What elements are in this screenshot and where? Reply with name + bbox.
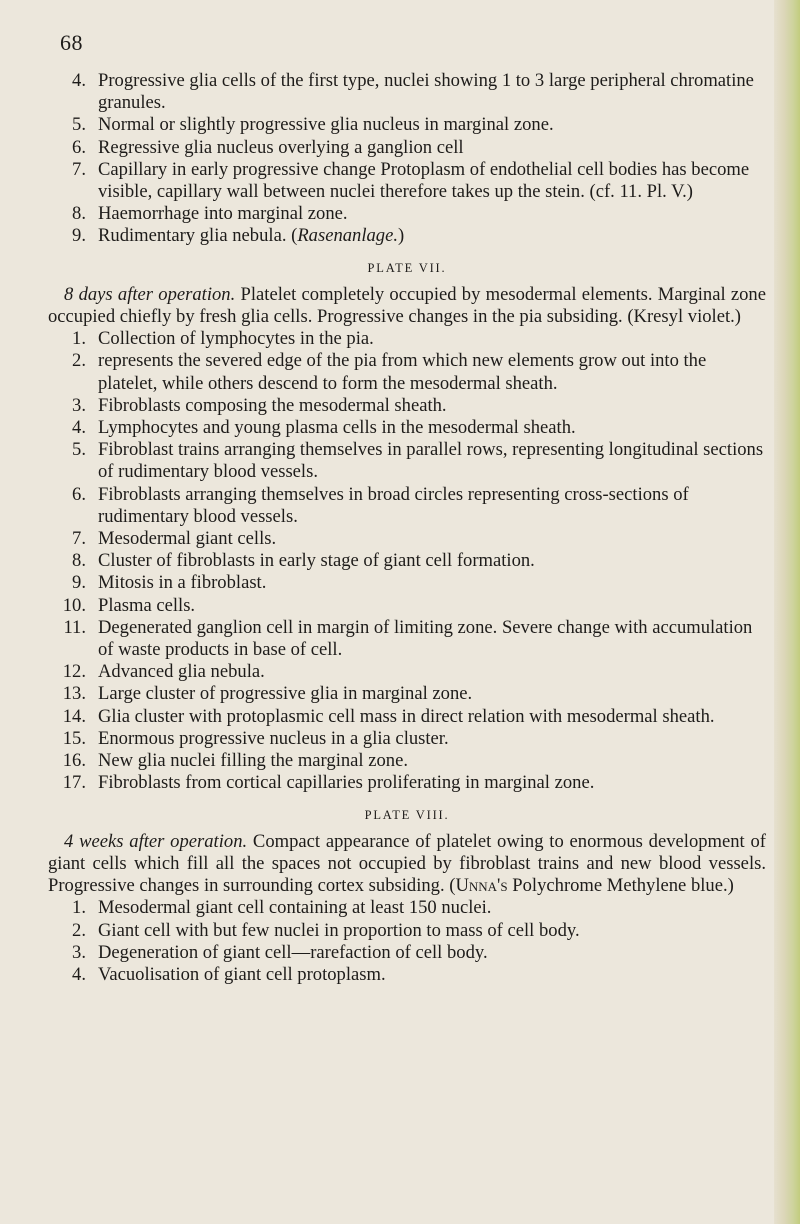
list-item <box>48 395 766 417</box>
plate8-intro-smallcaps: Unna's <box>455 875 508 897</box>
list-item <box>48 572 766 594</box>
plate7-intro-italic: 8 days after operation. <box>64 283 236 305</box>
item-number: 12. <box>62 661 86 683</box>
item-number: 1. <box>72 328 86 350</box>
list-item <box>48 617 766 661</box>
item-number: 9. <box>72 225 86 247</box>
item-number: 4. <box>72 70 86 91</box>
list-item <box>48 114 766 136</box>
list-item <box>48 750 766 772</box>
plate8-intro-end: Polychrome Methylene blue.) <box>507 875 734 897</box>
item-number: 16. <box>62 750 86 772</box>
plate7-intro-text: Platelet completely occupied by mesodermal elements. Marginal zone occupied chiefly by fresh glia cells. Progressive changes in the pia subsiding. (Kresyl violet.) <box>48 283 766 328</box>
item-text: Degenerated ganglion cell in margin of limiting zone. Severe change with accumulation of waste products in base of cell. <box>98 616 753 661</box>
list-item <box>48 484 766 528</box>
item-text: Collection of lymphocytes in the pia. <box>98 328 374 350</box>
item-number: 14. <box>62 705 86 727</box>
item-text: Cluster of fibroblasts in early stage of giant cell formation. <box>98 550 535 572</box>
item-text: Vacuolisation of giant cell protoplasm. <box>98 963 386 985</box>
item-text: Mitosis in a fibroblast. <box>98 572 267 594</box>
item-text-italic: Rasenanlage. <box>297 225 399 247</box>
item-text: Fibroblast trains arranging themselves in parallel rows, representing longitudinal sections of rudimentary blood vessels. <box>98 439 764 483</box>
page-number: 68 <box>60 30 83 55</box>
item-text: Capillary in early progressive change Protoplasm of endothelial cell bodies has become visible, capillary wall between nuclei therefore takes up the stein. (cf. 11. Pl. V.) <box>98 158 750 203</box>
list-item <box>48 897 766 919</box>
list-item <box>48 225 766 247</box>
item-number: 15. <box>62 727 86 749</box>
item-text: Enormous progressive nucleus in a glia cluster. <box>98 727 449 749</box>
list-item <box>48 595 766 617</box>
list-item <box>48 942 766 964</box>
item-number: 9. <box>72 572 86 594</box>
list-item <box>48 417 766 439</box>
list-item <box>48 328 766 350</box>
item-number: 10. <box>62 594 86 616</box>
plate8-heading: PLATE VIII. <box>364 807 450 822</box>
item-number: 2. <box>72 919 86 941</box>
item-number: 3. <box>72 941 86 963</box>
list-item <box>48 964 766 986</box>
item-number: 8. <box>72 203 86 225</box>
item-text: Lymphocytes and young plasma cells in the mesodermal sheath. <box>98 417 576 439</box>
list-item <box>48 920 766 942</box>
plate8-intro-italic: 4 weeks after operation. <box>64 830 248 852</box>
list-item <box>48 203 766 225</box>
item-number: 1. <box>72 897 86 919</box>
item-text: Rudimentary glia nebula. ( <box>98 225 298 247</box>
item-text: Large cluster of progressive glia in marginal zone. <box>98 683 473 705</box>
page-content <box>48 70 766 986</box>
plate7-item-list <box>48 328 766 794</box>
list-item <box>48 70 766 114</box>
list-item <box>48 350 766 394</box>
item-number: 7. <box>72 158 86 180</box>
item-text: Degeneration of giant cell—rarefaction of cell body. <box>98 941 488 963</box>
item-number: 17. <box>62 772 86 794</box>
list-item <box>48 137 766 159</box>
item-number: 5. <box>72 114 86 136</box>
item-number: 6. <box>72 483 86 505</box>
item-text: Mesodermal giant cell containing at least 150 nuclei. <box>98 897 492 919</box>
plate7-heading: PLATE VII. <box>367 260 447 275</box>
item-text: Fibroblasts from cortical capillaries proliferating in marginal zone. <box>98 772 595 794</box>
list-item <box>48 528 766 550</box>
item-text: Fibroblasts arranging themselves in broad circles representing cross-sections of rudimentary blood vessels. <box>98 483 689 527</box>
item-text-end: ) <box>398 225 405 247</box>
item-text: New glia nuclei filling the marginal zone. <box>98 750 408 772</box>
item-text: Advanced glia nebula. <box>98 661 265 683</box>
item-number: 2. <box>72 350 86 372</box>
list-item <box>48 706 766 728</box>
item-text: Glia cluster with protoplasmic cell mass in direct relation with mesodermal sheath. <box>98 705 715 727</box>
item-text: Progressive glia cells of the first type, nuclei showing 1 to 3 large peripheral chromatine granules. <box>98 70 754 114</box>
list-item <box>48 683 766 705</box>
item-text: Normal or slightly progressive glia nucleus in marginal zone. <box>98 114 554 136</box>
list-item <box>48 550 766 572</box>
item-number: 5. <box>72 439 86 461</box>
item-text: represents the severed edge of the pia from which new elements grow out into the platelet, while others descend to form the mesodermal sheath. <box>98 350 707 394</box>
plate6-item-list <box>48 70 766 248</box>
item-number: 11. <box>63 616 86 638</box>
plate8-intro <box>48 831 766 898</box>
item-number: 4. <box>72 963 86 985</box>
item-number: 8. <box>72 550 86 572</box>
list-item <box>48 728 766 750</box>
list-item <box>48 772 766 794</box>
plate7-intro <box>48 284 766 328</box>
list-item <box>48 661 766 683</box>
plate8-intro-text: Compact appearance of platelet owing to enormous development of giant cells which fill all the spaces not occupied by fibroblast trains and new blood vessels. Progressive changes in surrounding cortex subsiding. ( <box>48 830 766 897</box>
item-number: 6. <box>72 136 86 158</box>
item-text: Giant cell with but few nuclei in proportion to mass of cell body. <box>98 919 580 941</box>
item-text: Regressive glia nucleus overlying a ganglion cell <box>98 136 464 158</box>
item-text: Mesodermal giant cells. <box>98 528 277 550</box>
item-number: 3. <box>72 394 86 416</box>
item-number: 4. <box>72 417 86 439</box>
plate8-item-list <box>48 897 766 986</box>
item-text: Fibroblasts composing the mesodermal sheath. <box>98 394 447 416</box>
item-number: 7. <box>72 528 86 550</box>
item-text: Haemorrhage into marginal zone. <box>98 203 348 225</box>
list-item <box>48 439 766 483</box>
item-text: Plasma cells. <box>98 594 196 616</box>
item-number: 13. <box>62 683 86 705</box>
list-item <box>48 159 766 203</box>
page-edge <box>774 0 800 1224</box>
